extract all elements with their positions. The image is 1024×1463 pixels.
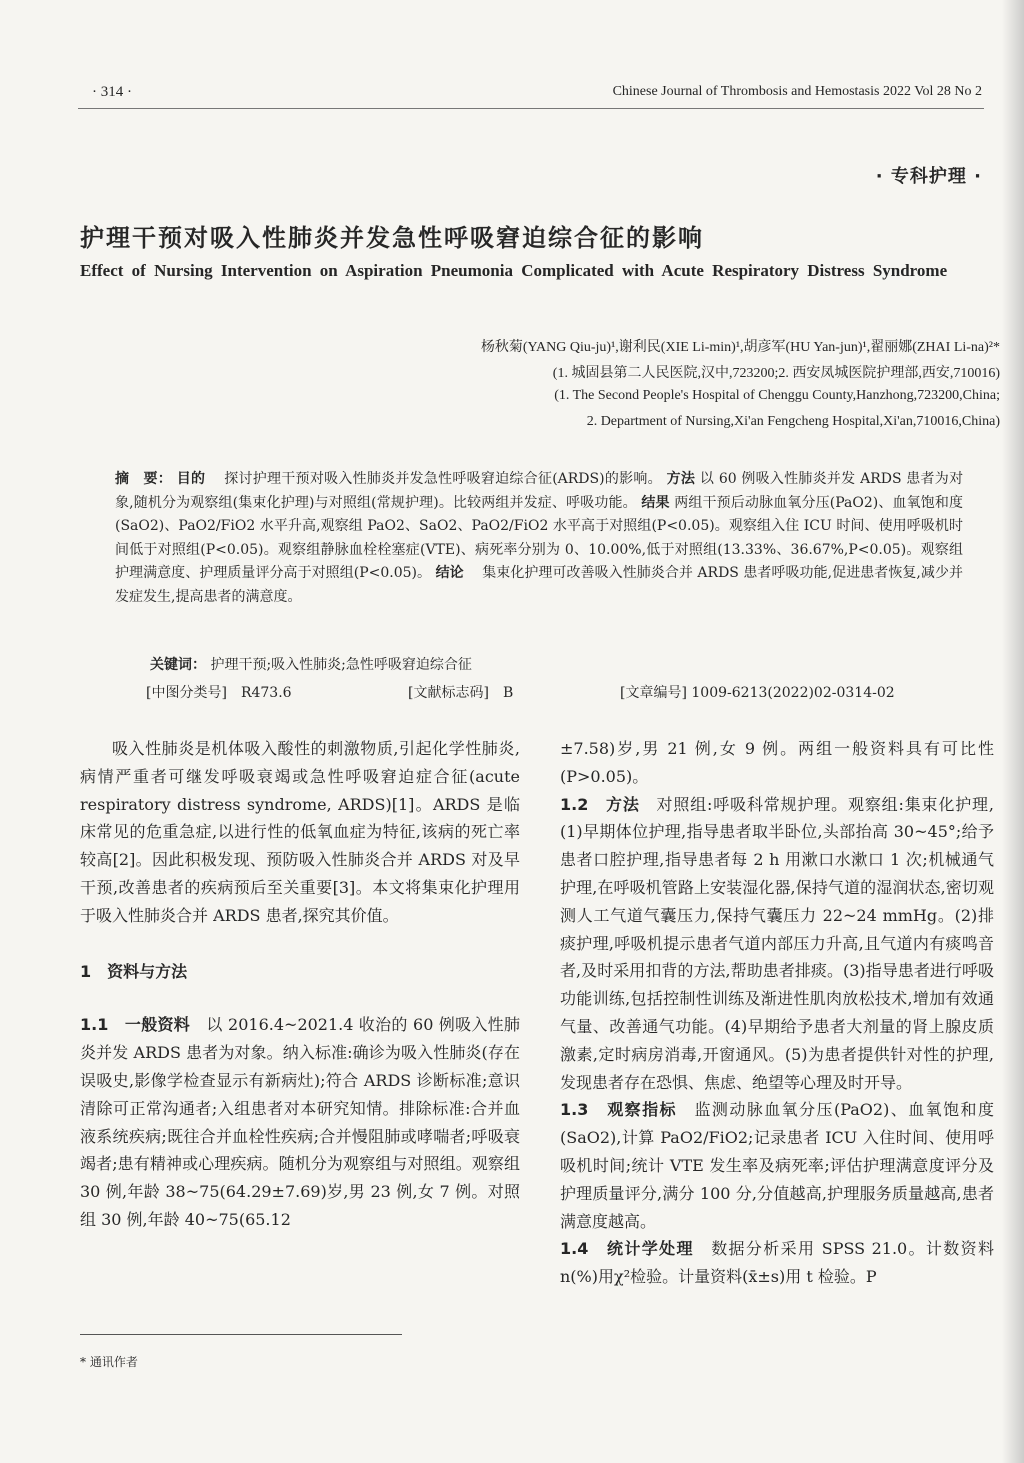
article-no-label: [文章编号] (620, 685, 687, 701)
results-label: 结果 (641, 494, 670, 511)
methods-text: 以 60 例吸入性肺炎并发 ARDS 患者为对象,随机分为观察组(集束化护理)与对照组(常规护理)。比较两组并发症、呼吸功能。 (115, 471, 964, 511)
abstract (115, 468, 963, 609)
column-tag: · 专科护理 · (875, 166, 982, 187)
subsection-1-3-label: 1.3 观察指标 (560, 1100, 677, 1120)
subsection-1-2-label: 1.2 方法 (560, 794, 640, 814)
subsection-1-4 (560, 1235, 994, 1291)
objective-text: 探讨护理干预对吸入性肺炎并发急性呼吸窘迫综合征(ARDS)的影响。 (224, 471, 662, 487)
subsection-1-1-label: 1.1 一般资料 (80, 1015, 191, 1035)
keywords-text: 护理干预;吸入性肺炎;急性呼吸窘迫综合征 (210, 657, 472, 673)
footnote-rule (80, 1334, 402, 1335)
page-edge-shadow (1002, 0, 1024, 1463)
page-number: · 314 · (92, 84, 132, 100)
doc-code-label: [文献标志码] (408, 685, 489, 701)
subsection-1-3 (560, 1096, 994, 1235)
abstract-label: 摘 要： (115, 471, 173, 487)
results-text: 两组干预后动脉血氧分压(PaO2)、血氧饱和度(SaO2)、PaO2/FiO2 水平升高,观察组 PaO2、SaO2、PaO2/FiO2 水平高于对照组(P<0.05)。观察组入住 ICU 时间、使用呼吸机时间低于对照组(P<0.05)。观察组静脉血栓栓塞症(VTE)、病死率分别为 0、10.00%,低于对照组(13.33%、36.67%,P<0.05)。观察组护理满意度、护理质量评分高于对照组(P<0.05)。 (115, 494, 964, 581)
subsection-1-4-text: 数据分析采用 SPSS 21.0。计数资料 n(%)用χ²检验。计量资料(x̄±s)用 t 检验。P (560, 1239, 994, 1287)
affiliation-chinese: (1. 城固县第二人民医院,汉中,723200;2. 西安凤城医院护理部,西安,710016) (552, 366, 1000, 381)
clc-value: R473.6 (240, 685, 292, 701)
conclusion-text: 集束化护理可改善吸入性肺炎合并 ARDS 患者呼吸功能,促进患者恢复,减少并发症发生,提高患者的满意度。 (115, 565, 963, 605)
journal-info: Chinese Journal of Thrombosis and Hemostasis 2022 Vol 28 No 2 (612, 84, 982, 99)
subsection-1-3-text: 监测动脉血氧分压(PaO2)、血氧饱和度(SaO2),计算 PaO2/FiO2;记录患者 ICU 入住时间、使用呼吸机时间;统计 VTE 发生率及病死率;评估护理满意度评分及护理质量评分,满分 100 分,分值越高,护理服务质量越高,患者满意度越高。 (560, 1100, 994, 1231)
objective-label: 目的 (176, 471, 206, 487)
footnote: * 通讯作者 (80, 1355, 138, 1369)
subsection-1-4-label: 1.4 统计学处理 (560, 1239, 694, 1259)
header-rule (78, 108, 984, 109)
body-right-column (560, 735, 994, 1291)
section-heading-methods: 1 资料与方法 (80, 961, 188, 981)
body-left-column (80, 735, 520, 1234)
conclusion-label: 结论 (435, 565, 464, 581)
affiliation-english-1: (1. The Second People's Hospital of Chenggu County,Hanzhong,723200,China; (554, 388, 1000, 403)
subsection-1-1-text: 以 2016.4~2021.4 收治的 60 例吸入性肺炎并发 ARDS 患者为对象。纳入标准:确诊为吸入性肺炎(存在误吸史,影像学检查显示有新病灶);符合 ARDS 诊断标准;意识清除可正常沟通者;入组患者对本研究知情。排除标准:合并血液系统疾病;既往合并血栓性疾病;合并慢阻肺或哮喘者;呼吸衰竭者;患有精神或心理疾病。随机分为观察组与对照组。观察组 30 例,年龄 38~75(64.29±7.69)岁,男 23 例,女 7 例。对照组 30 例,年龄 40~75(65.12 (80, 1015, 520, 1229)
methods-label: 方法 (666, 471, 696, 487)
title-english: Effect of Nursing Intervention on Aspiration Pneumonia Complicated with Acute Respiratory Distress Syndrome (80, 261, 948, 280)
intro-paragraph: 吸入性肺炎是机体吸入酸性的刺激物质,引起化学性肺炎,病情严重者可继发呼吸衰竭或急性呼吸窘迫症合征(acute respiratory distress syndrome, ARDS)[1]。ARDS 是临床常见的危重急症,以进行性的低氧血症为特征,该病的死亡率较高[2]。因此积极发现、预防吸入性肺炎合并 ARDS 对及早干预,改善患者的疾病预后至关重要[3]。本文将集束化护理用于吸入性肺炎合并 ARDS 患者,探究其价值。 (80, 739, 520, 925)
doc-code-value: B (502, 685, 514, 701)
continuation-paragraph: ±7.58)岁,男 21 例,女 9 例。两组一般资料具有可比性(P>0.05)。 (560, 739, 994, 786)
authors: 杨秋菊(YANG Qiu-ju)¹,谢利民(XIE Li-min)¹,胡彦军(HU Yan-jun)¹,翟丽娜(ZHAI Li-na)²* (480, 340, 1000, 355)
affiliation-english-2: 2. Department of Nursing,Xi'an Fengcheng Hospital,Xi'an,710016,China) (586, 414, 1000, 429)
article-no-value: 1009-6213(2022)02-0314-02 (691, 685, 895, 701)
clc-label: [中图分类号] (146, 685, 227, 701)
title-chinese: 护理干预对吸入性肺炎并发急性呼吸窘迫综合征的影响 (80, 224, 704, 252)
subsection-1-2 (560, 791, 994, 1097)
subsection-1-1 (80, 1011, 520, 1233)
subsection-1-2-text: 对照组:呼吸科常规护理。观察组:集束化护理,(1)早期体位护理,指导患者取半卧位,头部抬高 30~45°;给予患者口腔护理,指导患者每 2 h 用漱口水漱口 1 次;机械通气护理,在呼吸机管路上安装湿化器,保持气道的湿润状态,密切观测人工气道气囊压力,保持气囊压力 22~24 mmHg。(2)排痰护理,呼吸机提示患者气道内部压力升高,且气道内有痰鸣音者,及时采用扣背的方法,帮助患者排痰。(3)指导患者进行呼吸功能训练,包括控制性训练及渐进性肌肉放松技术,增加有效通气量、改善通气功能。(4)早期给予患者大剂量的肾上腺皮质激素,定时病房消毒,开窗通风。(5)为患者提供针对性的护理,发现患者存在恐惧、焦虑、绝望等心理及时开导。 (560, 794, 994, 1092)
keywords (150, 654, 472, 674)
keywords-label: 关键词： (150, 657, 206, 673)
